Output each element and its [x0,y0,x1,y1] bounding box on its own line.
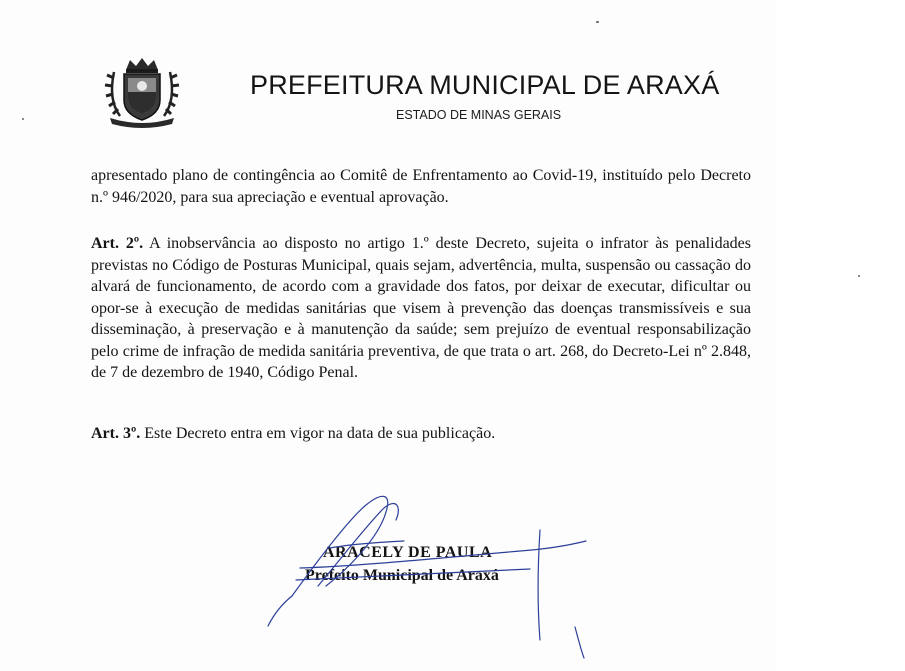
page-title: PREFEITURA MUNICIPAL DE ARAXÁ [250,70,720,100]
paragraph-continuation: apresentado plano de contingência ao Comitê de Enfrentamento ao Covid-19, instituído pelo Decreto n.º 946/2020, para sua apreciação e eventual aprovação. [91,167,751,206]
scan-speck [858,275,860,277]
page-margin [777,0,905,671]
article-3-text: Este Decreto entra em vigor na data de sua publicação. [144,425,496,442]
article-2-text: A inobservância ao disposto no artigo 1.º deste Decreto, sujeita o infrator às penalidades previstas no Código de Posturas Municipal, quais sejam, advertência, multa, suspensão ou cassação do alvará de funcionamento, de acordo com a gravidade dos fatos, por deixar de executar, dificultar ou opor-se à execução de medidas sanitárias que visem à prevenção das doenças transmissíveis e sua disseminação, à preservação e à manutenção da saúde; sem prejuízo de eventual responsabilização pelo crime de infração de medida sanitária preventiva, de que trata o art. 268, do Decreto-Lei nº 2.848, de 7 de dezembro de 1940, Código Penal. [91,235,752,381]
article-3-label: Art. 3º. [91,425,141,442]
municipal-crest-icon [100,56,184,128]
scan-speck [596,21,599,23]
page-subtitle: ESTADO DE MINAS GERAIS [396,108,562,122]
signatory-role: Prefeito Municipal de Araxá [305,567,499,584]
paragraph-article-2 [91,233,751,384]
article-2-label: Art. 2º. [91,235,144,252]
signatory-name: ARACELY DE PAULA [323,544,493,561]
scan-speck [22,118,24,120]
paragraph-article-3 [91,423,751,445]
